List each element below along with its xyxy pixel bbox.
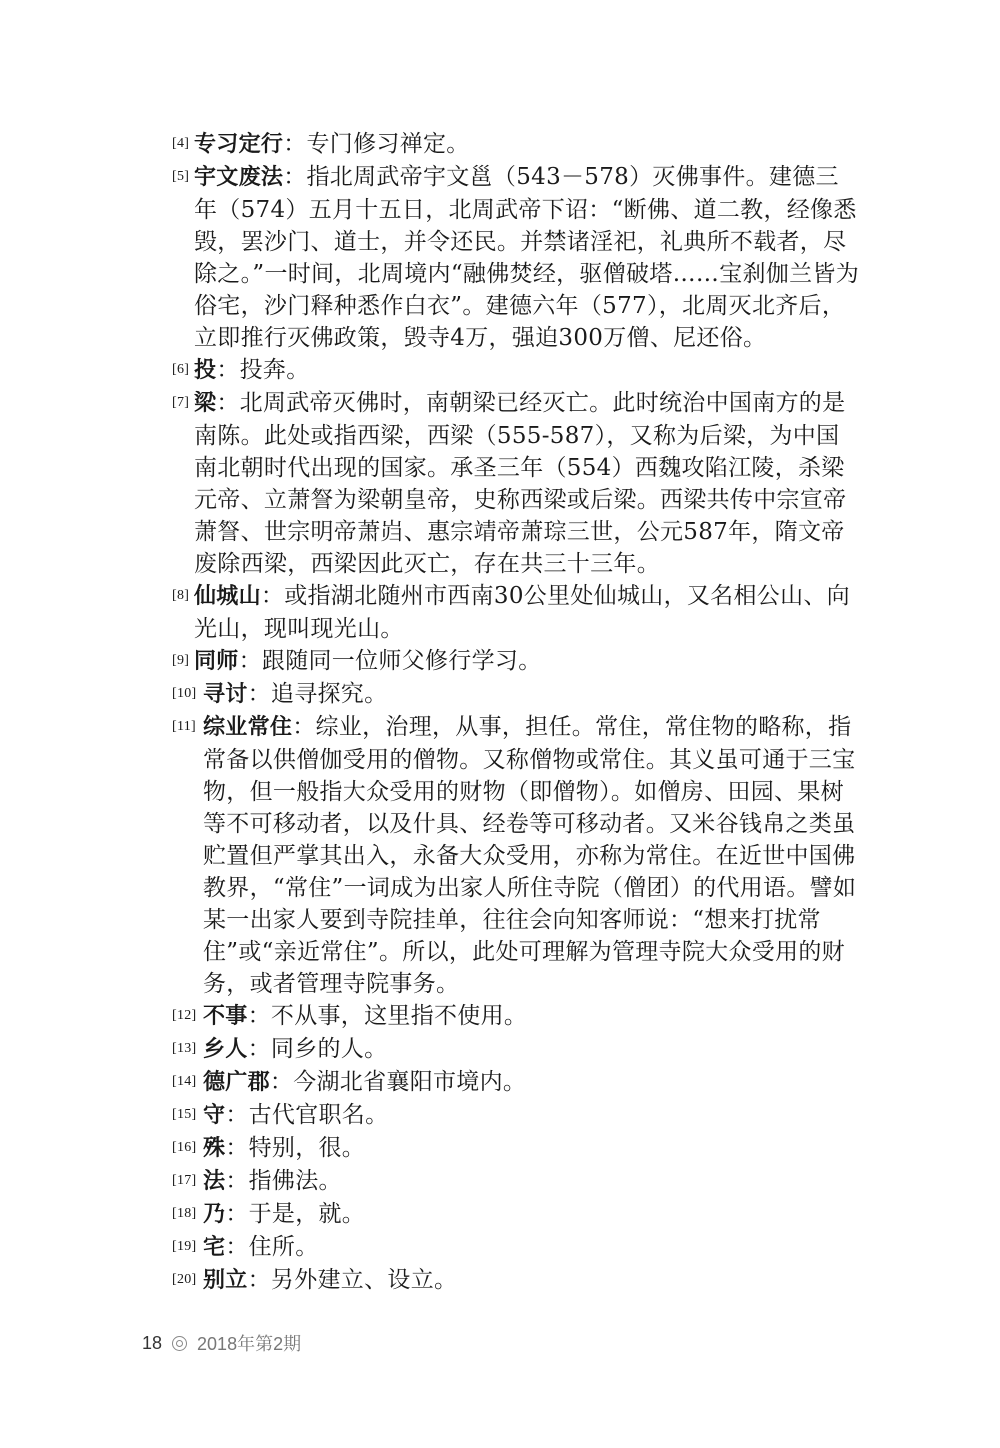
footnote-number: [13]: [172, 1041, 197, 1056]
footnote-definition: ：指北周武帝宇文邕（543－578）灭佛事件。建德三年（574）五月十五日，北周武帝下诏：“断佛、道二教，经像悉毁，罢沙门、道士，并令还民。并禁诸淫祀，礼典所不载者，尽除之。”一时间，北周境内“融佛焚经，驱僧破塔……宝刹伽兰皆为俗宅，沙门释种悉作白衣”。建德六年（577），北周灭北齐后，立即推行灭佛政策，毁寺4万，强迫300万僧、尼还俗。: [194, 164, 860, 351]
footnote-term: 别立: [203, 1268, 248, 1293]
footnote-item: [172, 1066, 862, 1099]
footnote-term: 投: [194, 358, 217, 383]
footnote-definition: ：于是，就。: [225, 1201, 366, 1227]
footnote-item: [172, 1264, 862, 1297]
footnote-definition: ：综业，治理，从事，担任。常住，常住物的略称，指常备以供僧伽受用的僧物。又称僧物或常住。其义虽可通于三宝物，但一般指大众受用的财物（即僧物）。如僧房、田园、果树等不可移动者，以及什具、经卷等可移动者。又米谷钱帛之类虽贮置但严掌其出入，永备大众受用，亦称为常住。在近世中国佛教界，“常住”一词成为出家人所住寺院（僧团）的代用语。譬如某一出家人要到寺院挂单，往往会向知客师说：“想来打扰常住”或“亲近常住”。所以，此处可理解为管理寺院大众受用的财务，或者管理寺院事务。: [203, 714, 857, 997]
footnote-item: [172, 580, 862, 645]
footnote-definition: ：专门修习禅定。: [283, 131, 470, 157]
footnote-definition: ：同乡的人。: [247, 1036, 388, 1062]
footnote-definition: ：跟随同一位师父修行学习。: [238, 648, 542, 674]
footnote-number: [17]: [172, 1173, 197, 1188]
footnote-term: 不事: [203, 1004, 248, 1029]
footnote-item: [172, 128, 862, 161]
footnote-number: [5]: [172, 169, 190, 184]
footnote-term: 梁: [194, 391, 217, 416]
footnote-item: [172, 1132, 862, 1165]
footnote-item: [172, 1231, 862, 1264]
footnote-term: 专习定行: [194, 132, 284, 157]
footnotes-list: [172, 128, 862, 1297]
footnote-item: [172, 1165, 862, 1198]
footnote-number: [18]: [172, 1206, 197, 1221]
footnote-term: 乡人: [203, 1037, 248, 1062]
footnote-term: 宇文废法: [194, 165, 284, 190]
footnote-item: [172, 1198, 862, 1231]
footnote-definition: ：特别，很。: [225, 1135, 366, 1161]
footnote-definition: ：或指湖北随州市西南30公里处仙城山，又名相公山、向光山，现叫现光山。: [194, 583, 850, 642]
double-circle-icon: [172, 1336, 187, 1351]
footnote-item: [172, 678, 862, 711]
footnote-item: [172, 1099, 862, 1132]
footnote-term: 综业常住: [203, 715, 293, 740]
footnote-term: 德广郡: [203, 1070, 270, 1095]
footnote-term: 宅: [203, 1235, 226, 1260]
footnote-item: [172, 387, 862, 580]
page-number: 18: [142, 1332, 163, 1353]
footnote-number: [6]: [172, 362, 190, 377]
footnote-number: [12]: [172, 1008, 197, 1023]
footnote-number: [14]: [172, 1074, 197, 1089]
footnote-number: [7]: [172, 395, 190, 410]
footnote-item: [172, 1000, 862, 1033]
footnote-definition: ：另外建立、设立。: [247, 1267, 458, 1293]
footnote-definition: ：不从事，这里指不使用。: [247, 1003, 528, 1029]
footnote-definition: ：住所。: [225, 1234, 319, 1260]
footnote-number: [9]: [172, 653, 190, 668]
footnote-item: [172, 1033, 862, 1066]
footnote-definition: ：北周武帝灭佛时，南朝梁已经灭亡。此时统治中国南方的是南陈。此处或指西梁，西梁（555-587），又称为后梁，为中国南北朝时代出现的国家。承圣三年（554）西魏攻陷江陵，杀梁元帝、立萧詧为梁朝皇帝，史称西梁或后梁。西梁共传中宗宣帝萧詧、世宗明帝萧岿、惠宗靖帝萧琮三世，公元587年，隋文帝废除西梁，西梁因此灭亡，存在共三十三年。: [194, 390, 847, 577]
footnote-term: 同师: [194, 649, 239, 674]
footnote-term: 仙城山: [194, 584, 261, 609]
footnote-term: 守: [203, 1103, 226, 1128]
footnote-number: [4]: [172, 136, 190, 151]
footnote-term: 寻讨: [203, 682, 248, 707]
footnote-number: [8]: [172, 588, 190, 603]
footnote-number: [11]: [172, 719, 197, 734]
footnote-number: [15]: [172, 1107, 197, 1122]
footnote-number: [10]: [172, 686, 197, 701]
page-footer: [142, 1330, 301, 1356]
footnote-definition: ：投奔。: [216, 357, 310, 383]
footnote-number: [20]: [172, 1272, 197, 1287]
footnote-item: [172, 645, 862, 678]
footnote-term: 乃: [203, 1202, 226, 1227]
footnote-term: 殊: [203, 1136, 226, 1161]
footnote-definition: ：追寻探究。: [247, 681, 388, 707]
footnote-item: [172, 161, 862, 354]
footnote-term: 法: [203, 1169, 226, 1194]
footnote-definition: ：今湖北省襄阳市境内。: [269, 1069, 527, 1095]
footnote-number: [16]: [172, 1140, 197, 1155]
footnote-definition: ：古代官职名。: [225, 1102, 389, 1128]
footnote-definition: ：指佛法。: [225, 1168, 342, 1194]
footnote-item: [172, 711, 862, 1000]
issue-label: 2018年第2期: [197, 1334, 302, 1354]
footnote-item: [172, 354, 862, 387]
footnote-number: [19]: [172, 1239, 197, 1254]
